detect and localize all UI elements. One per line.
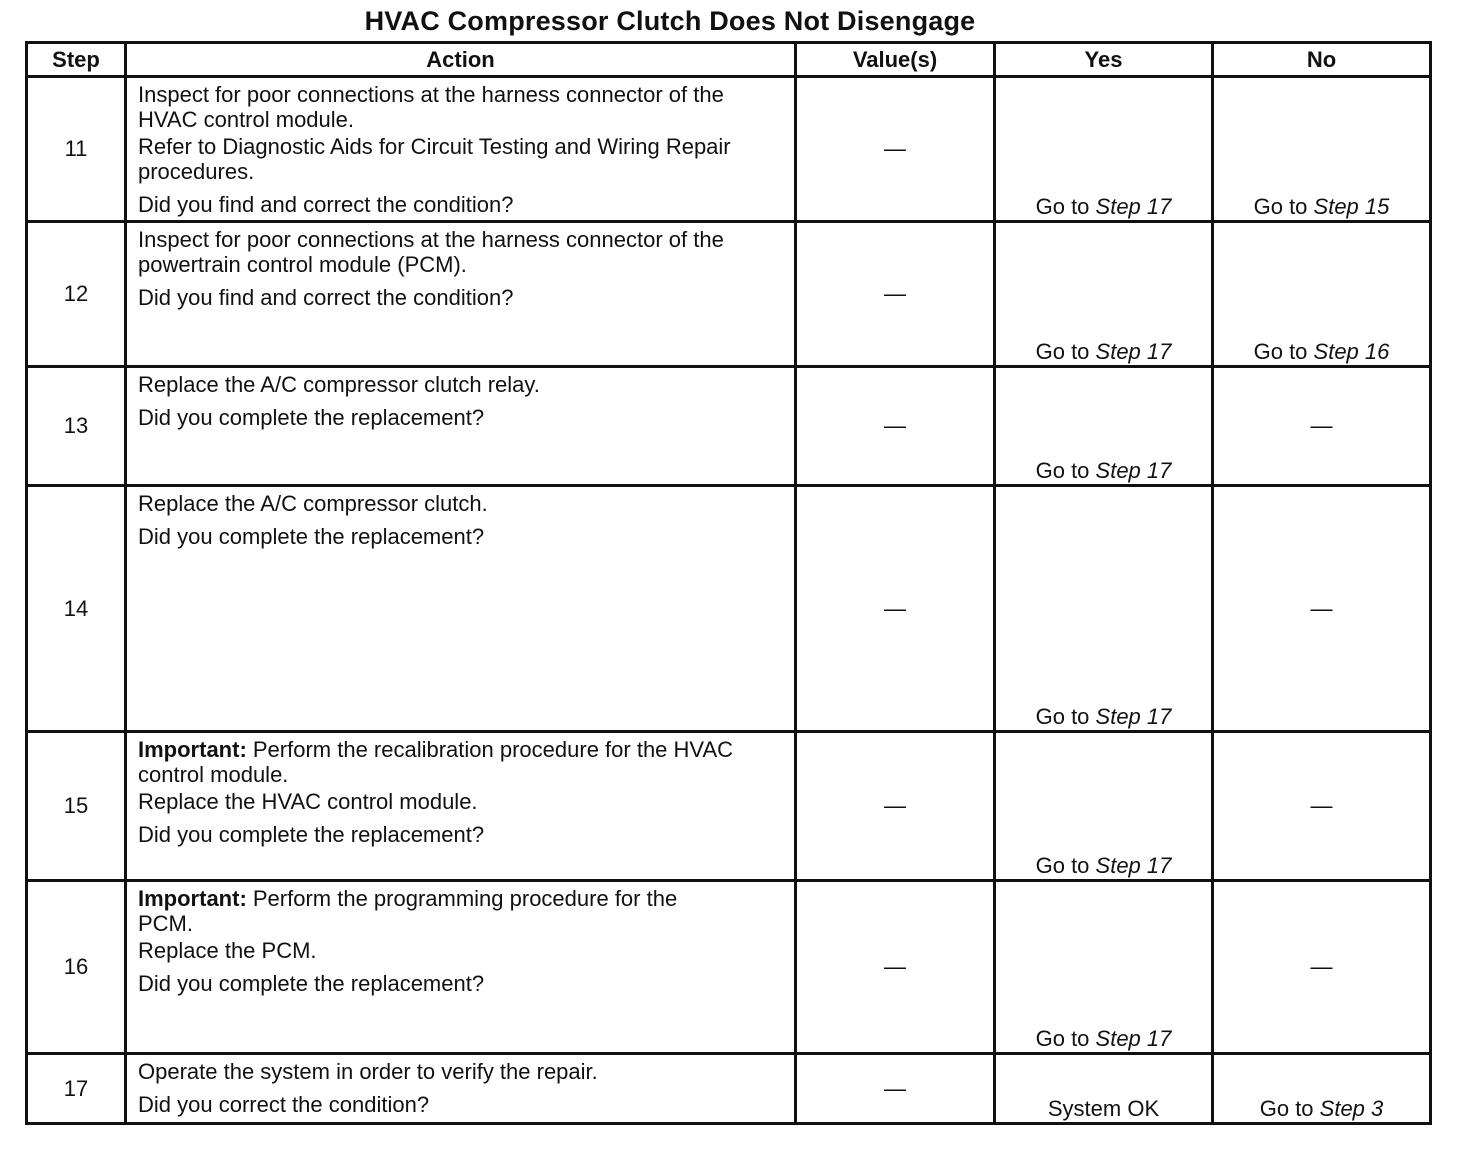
- no-cell: [1213, 1054, 1431, 1124]
- header-action: Action: [126, 43, 796, 77]
- no-step-link: Step 15: [1313, 194, 1390, 219]
- yes-prefix: Go to: [1035, 194, 1096, 219]
- no-cell: [1213, 222, 1431, 367]
- table-row-step-12: [27, 222, 1431, 367]
- action-cell: [126, 732, 796, 881]
- step-number: 14: [27, 486, 126, 732]
- value-cell: —: [796, 367, 995, 486]
- action-question: Did you find and correct the condition?: [138, 192, 514, 217]
- value-cell: —: [796, 77, 995, 222]
- action-cell: [126, 1054, 796, 1124]
- important-label: Important:: [138, 886, 247, 911]
- action-text: Replace the A/C compressor clutch relay.: [138, 372, 540, 397]
- diagnostic-table: [25, 41, 1432, 1125]
- action-cell: [126, 222, 796, 367]
- value-cell: —: [796, 222, 995, 367]
- action-text: Operate the system in order to verify the repair.: [138, 1059, 598, 1084]
- action-question: Did you find and correct the condition?: [138, 285, 514, 310]
- yes-cell: [995, 367, 1213, 486]
- yes-cell: [995, 881, 1213, 1054]
- important-text: Perform the recalibration procedure for the HVAC control module.: [138, 737, 734, 787]
- value-cell: —: [796, 881, 995, 1054]
- action-text: Refer to Diagnostic Aids for Circuit Testing and Wiring Repair procedures.: [138, 134, 731, 184]
- action-cell: [126, 77, 796, 222]
- step-number: 15: [27, 732, 126, 881]
- important-text: Perform the programming procedure for the PCM.: [138, 886, 678, 936]
- table-row-step-14: [27, 486, 1431, 732]
- action-text: Replace the A/C compressor clutch.: [138, 491, 488, 516]
- table-row-step-11: [27, 77, 1431, 222]
- yes-prefix: Go to: [1035, 704, 1096, 729]
- no-prefix: Go to: [1259, 1096, 1320, 1121]
- table-row-step-15: [27, 732, 1431, 881]
- action-question: Did you complete the replacement?: [138, 405, 485, 430]
- no-step-link: Step 3: [1319, 1096, 1384, 1121]
- no-step-link: Step 16: [1313, 339, 1390, 364]
- header-step: Step: [27, 43, 126, 77]
- yes-step-link: Step 17: [1095, 1026, 1172, 1051]
- table-row-step-17: [27, 1054, 1431, 1124]
- step-number: 11: [27, 77, 126, 222]
- action-text: Replace the HVAC control module.: [138, 789, 478, 814]
- action-text: Inspect for poor connections at the harness connector of the powertrain control module (PCM).: [138, 227, 724, 277]
- header-row: [27, 43, 1431, 77]
- step-number: 17: [27, 1054, 126, 1124]
- no-cell: —: [1213, 881, 1431, 1054]
- value-cell: —: [796, 486, 995, 732]
- no-prefix: Go to: [1253, 339, 1314, 364]
- table-row-step-16: [27, 881, 1431, 1054]
- value-cell: —: [796, 1054, 995, 1124]
- important-note: [138, 886, 728, 936]
- action-cell: [126, 881, 796, 1054]
- action-cell: [126, 367, 796, 486]
- yes-step-link: Step 17: [1095, 458, 1172, 483]
- action-text: Inspect for poor connections at the harness connector of the HVAC control module.: [138, 82, 724, 132]
- yes-cell: System OK: [995, 1054, 1213, 1124]
- no-cell: —: [1213, 486, 1431, 732]
- important-label: Important:: [138, 737, 247, 762]
- header-yes: Yes: [995, 43, 1213, 77]
- yes-step-link: Step 17: [1095, 704, 1172, 729]
- value-cell: —: [796, 732, 995, 881]
- action-text: Replace the PCM.: [138, 938, 317, 963]
- no-cell: —: [1213, 367, 1431, 486]
- yes-cell: [995, 732, 1213, 881]
- header-values: Value(s): [796, 43, 995, 77]
- no-cell: —: [1213, 732, 1431, 881]
- action-cell: [126, 486, 796, 732]
- action-question: Did you complete the replacement?: [138, 971, 485, 996]
- important-note: [138, 737, 784, 787]
- yes-prefix: Go to: [1035, 458, 1096, 483]
- page-title: HVAC Compressor Clutch Does Not Disengage: [364, 6, 976, 36]
- yes-step-link: Step 17: [1095, 853, 1172, 878]
- no-prefix: Go to: [1253, 194, 1314, 219]
- table-row-step-13: [27, 367, 1431, 486]
- action-question: Did you complete the replacement?: [138, 822, 485, 847]
- yes-prefix: Go to: [1035, 853, 1096, 878]
- yes-prefix: Go to: [1035, 1026, 1096, 1051]
- yes-step-link: Step 17: [1095, 194, 1172, 219]
- action-question: Did you correct the condition?: [138, 1092, 430, 1117]
- step-number: 13: [27, 367, 126, 486]
- step-number: 16: [27, 881, 126, 1054]
- step-number: 12: [27, 222, 126, 367]
- no-cell: [1213, 77, 1431, 222]
- yes-prefix: Go to: [1035, 339, 1096, 364]
- header-no: No: [1213, 43, 1431, 77]
- yes-cell: [995, 486, 1213, 732]
- yes-cell: [995, 222, 1213, 367]
- yes-cell: [995, 77, 1213, 222]
- yes-step-link: Step 17: [1095, 339, 1172, 364]
- action-question: Did you complete the replacement?: [138, 524, 485, 549]
